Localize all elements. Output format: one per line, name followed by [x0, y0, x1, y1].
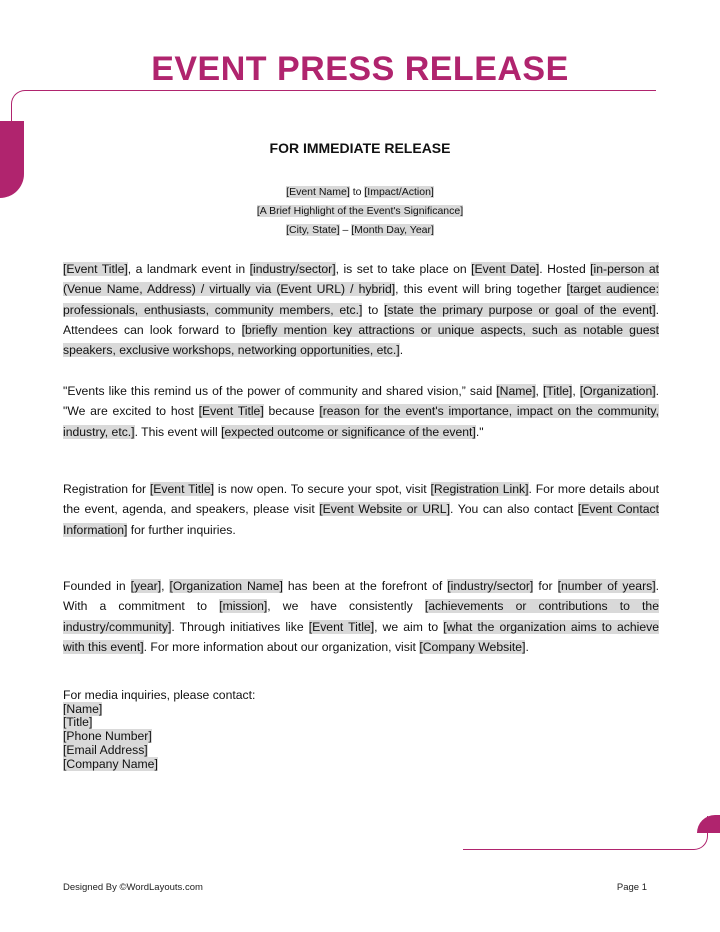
paragraph-text: . With a commitment to	[63, 579, 660, 614]
paragraph-text: Registration for	[63, 482, 150, 496]
paragraph-event-overview	[63, 259, 659, 360]
placeholder-field: [industry/sector]	[447, 579, 534, 593]
placeholder-field: [industry/sector]	[249, 262, 336, 276]
paragraph-text: , is set to take place on	[335, 262, 472, 276]
placeholder-field: [Title]	[542, 384, 573, 398]
placeholder-field: [Registration Link]	[430, 482, 529, 496]
paragraph-text: . For more information about our organization, visit	[143, 639, 420, 654]
paragraph-text: . "We are excited to host	[63, 384, 659, 419]
placeholder-field: [achievements or contributions to the industry/community]	[63, 599, 659, 634]
placeholder-field: [Company Website]	[419, 639, 526, 654]
headline-text: to	[349, 186, 365, 198]
paragraph-text: because	[263, 404, 320, 419]
contact-email-field: [Email Address]	[63, 742, 148, 757]
placeholder-field: [Event Title]	[308, 619, 375, 634]
paragraph-about-organization	[63, 576, 659, 657]
paragraph-text: "Events like this remind us of the power of community and shared vision,” said	[63, 384, 497, 398]
paragraph-text: ,	[535, 384, 543, 398]
placeholder-field: [Event Title]	[63, 262, 128, 276]
top-decorative-rule	[11, 90, 656, 127]
placeholder-field: [reason for the event's importance, impact on the community, industry, etc.]	[63, 404, 659, 439]
placeholder-field: [number of years]	[557, 579, 656, 593]
bottom-decorative-rule	[463, 816, 708, 850]
placeholder-field: [state the primary purpose or goal of the event]	[384, 302, 656, 317]
paragraph-text: . You can also contact	[449, 502, 578, 517]
paragraph-text: for further inquiries.	[127, 522, 236, 537]
paragraph-text: , we have consistently	[267, 599, 425, 614]
placeholder-field: [Organization Name]	[169, 579, 283, 593]
contact-phone-field: [Phone Number]	[63, 729, 152, 744]
placeholder-field: [target audience: professionals, enthusiasts, community members, etc.]	[63, 282, 659, 317]
paragraph-quote	[63, 381, 659, 442]
placeholder-field: [Event Contact Information]	[63, 502, 659, 537]
paragraph-text: , we aim to	[374, 619, 444, 634]
paragraph-text: to	[362, 302, 385, 317]
media-contact-block	[63, 689, 255, 771]
contact-company-field: [Company Name]	[63, 756, 158, 771]
paragraph-text: .	[525, 639, 529, 654]
paragraph-text: .	[399, 343, 404, 358]
placeholder-field: [Name]	[496, 384, 536, 398]
placeholder-field: [Event Title]	[198, 404, 264, 419]
headline-line	[0, 183, 720, 202]
contact-name-field: [Name]	[63, 701, 103, 716]
placeholder-field: [Organization]	[579, 384, 656, 398]
highlight-placeholder: [A Brief Highlight of the Event's Significance]	[256, 205, 464, 217]
paragraph-text: . Through initiatives like	[171, 619, 309, 634]
dateline	[0, 221, 720, 240]
footer-page-number: Page 1	[616, 882, 647, 893]
paragraph-text: is now open. To secure your spot, visit	[214, 482, 431, 496]
paragraph-text: . Attendees can look forward to	[63, 302, 660, 337]
paragraph-text: for	[533, 579, 558, 593]
paragraph-text: ,	[572, 384, 580, 398]
dateline-dash: –	[339, 224, 352, 236]
contact-title-field: [Title]	[63, 715, 93, 730]
paragraph-text: . For more details about the event, agenda, and speakers, please visit	[63, 482, 659, 517]
placeholder-field: [in-person at (Venue Name, Address) / virtually via (Event URL) / hybrid]	[63, 262, 659, 297]
impact-placeholder: [Impact/Action]	[364, 186, 434, 198]
event-name-placeholder: [Event Name]	[286, 186, 350, 198]
paragraph-text: , this event will bring together	[395, 282, 567, 297]
placeholder-field: [expected outcome or significance of the event]	[221, 424, 476, 439]
placeholder-field: [year]	[130, 579, 162, 593]
footer-credit: Designed By ©WordLayouts.com	[63, 882, 203, 893]
city-state-placeholder: [City, State]	[286, 224, 340, 236]
paragraph-text: , a landmark event in	[127, 262, 250, 276]
subheadline-line	[0, 202, 720, 221]
date-placeholder: [Month Day, Year]	[351, 224, 434, 236]
placeholder-field: [Event Website or URL]	[319, 502, 450, 517]
placeholder-field: [mission]	[219, 599, 268, 614]
paragraph-text: . This event will	[134, 424, 222, 439]
paragraph-text: has been at the forefront of	[282, 579, 448, 593]
paragraph-text: ,	[161, 579, 170, 593]
paragraph-text: ."	[475, 424, 484, 439]
headline-block	[0, 183, 720, 240]
release-label: FOR IMMEDIATE RELEASE	[269, 140, 451, 156]
document-title: EVENT PRESS RELEASE	[151, 50, 569, 88]
placeholder-field: [Event Date]	[471, 262, 540, 276]
placeholder-field: [Event Title]	[149, 482, 215, 496]
paragraph-text: . Hosted	[539, 262, 591, 276]
contact-intro: For media inquiries, please contact:	[63, 688, 256, 702]
paragraph-text: Founded in	[63, 579, 131, 593]
placeholder-field: [what the organization aims to achieve with this event]	[63, 619, 660, 654]
paragraph-registration	[63, 479, 659, 540]
placeholder-field: [briefly mention key attractions or unique aspects, such as notable guest speakers, exclusive workshops, networking opportunities, etc.]	[63, 322, 659, 358]
